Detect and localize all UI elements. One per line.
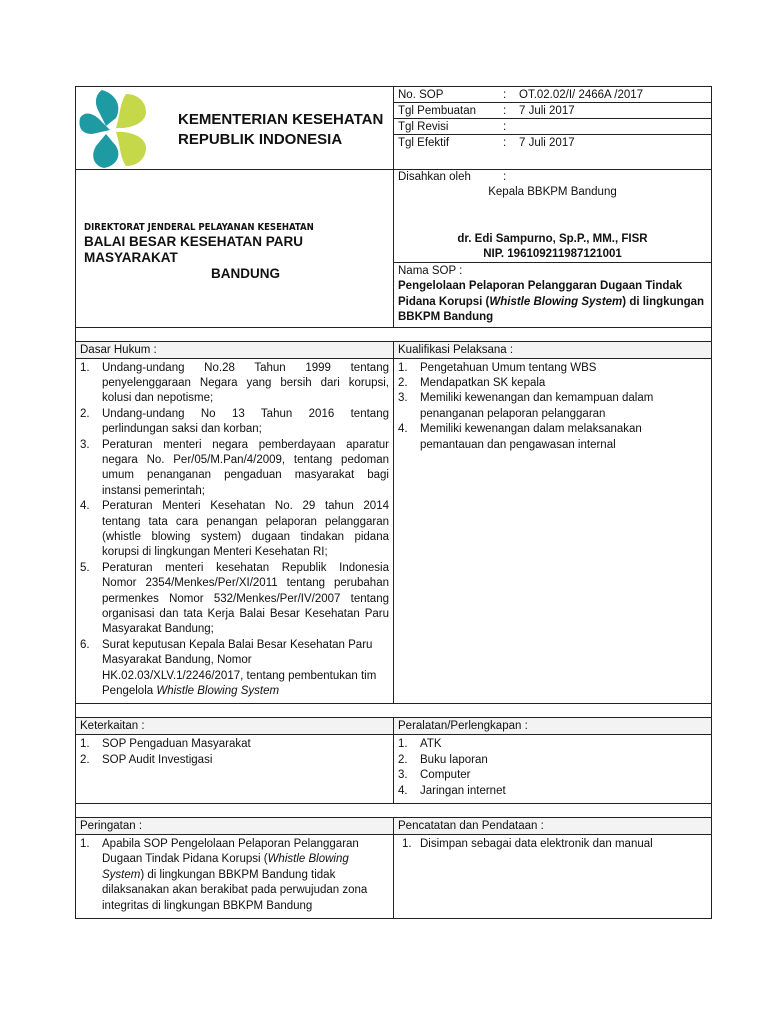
directorate-name: DIREKTORAT JENDERAL PELAYANAN KESEHATAN <box>84 222 314 233</box>
keterkaitan-label: Keterkaitan : <box>76 718 394 735</box>
approver-nip: NIP. 196109211987121001 <box>483 248 622 260</box>
list-item: 1. Apabila SOP Pengelolaan Pelaporan Pelanggaran Dugaan Tindak Pidana Korupsi (Whistle Blowing System) di lingkungan BBKPM Bandung tidak dilaksanakan akan berakibat pada perwujudan zona integritas di lingkungan BBKPM Bandung <box>80 838 368 912</box>
list-item: 3. Peraturan menteri negara pemberdayaan aparatur negara No. Per/05/M.Pan/4/2009, tentang pedoman umum penanganan pengaduan masyarakat bagi instansi pemerintah; <box>80 438 389 497</box>
pencatatan-content <box>394 835 712 919</box>
meta-cell-top <box>394 87 712 170</box>
sop-document <box>75 86 711 919</box>
institution-name-line2: BANDUNG <box>211 266 280 281</box>
list-item: 2. Undang-undang No 13 Tahun 2016 tentang perlindungan saksi dan korban; <box>80 407 389 436</box>
meta-tgl-efektif: Tgl Efektif : 7 Juli 2017 <box>398 137 575 149</box>
peringatan-content <box>76 835 394 919</box>
ministry-cell <box>76 87 394 170</box>
tgl-efektif-value: 7 Juli 2017 <box>519 137 575 149</box>
list-item: 1. Undang-undang No.28 Tahun 1999 tentang penyelenggaraan Negara yang bersih dari korupsi, kolusi dan nepotisme; <box>80 361 389 405</box>
spacer-row <box>76 327 712 341</box>
approver-name: dr. Edi Sampurno, Sp.P., MM., FISR <box>457 233 648 245</box>
spacer-row <box>76 804 712 818</box>
dasar-hukum-content <box>76 358 394 704</box>
list-item: 3. Memiliki kewenangan dan kemampuan dalam penanganan pelaporan pelanggaran <box>398 392 654 420</box>
approval-cell <box>394 170 712 263</box>
keterkaitan-content <box>76 735 394 804</box>
list-item: 2. SOP Audit Investigasi <box>80 753 213 766</box>
list-item: 1. Pengetahuan Umum tentang WBS <box>398 361 597 374</box>
peralatan-label: Peralatan/Perlengkapan : <box>394 718 712 735</box>
list-item: 5. Peraturan menteri kesehatan Republik Indonesia Nomor 2354/Menkes/Per/XI/2011 tentang perubahan permenkes Nomor 532/Menkes/Per/IV/2007 tentang organisasi dan tata Kerja Balai Besar Kesehatan Paru Masyarakat Bandung; <box>80 561 389 636</box>
peralatan-content <box>394 735 712 804</box>
nama-sop-label: Nama SOP : <box>398 265 463 277</box>
ministry-name-line1: KEMENTERIAN KESEHATAN <box>178 111 384 128</box>
dasar-hukum-label: Dasar Hukum : <box>76 341 394 358</box>
approver-title: Kepala BBKPM Bandung <box>488 186 617 198</box>
pencatatan-label: Pencatatan dan Pendataan : <box>394 818 712 835</box>
list-item: 2. Buku laporan <box>398 753 488 766</box>
nama-sop-title: Pengelolaan Pelaporan Pelanggaran Dugaan Tindak Pidana Korupsi (Whistle Blowing System) di lingkungan BBKPM Bandung <box>398 280 705 323</box>
list-item: 3. Computer <box>398 769 471 782</box>
meta-tgl-pembuatan: Tgl Pembuatan : 7 Juli 2017 <box>394 103 711 119</box>
kualifikasi-content <box>394 358 712 704</box>
list-item: 1. SOP Pengaduan Masyarakat <box>80 738 251 751</box>
list-item: 2. Mendapatkan SK kepala <box>398 376 546 389</box>
list-item: 4. Jaringan internet <box>398 784 506 797</box>
list-item: 6. Surat keputusan Kepala Balai Besar Kesehatan Paru Masyarakat Bandung, Nomor HK.02.03/XLV.1/2246/2017, tentang pembentukan tim Pengelola Whistle Blowing System <box>80 638 377 698</box>
logo-green-petal-bottom <box>116 132 146 166</box>
no-sop-value: OT.02.02/I/ 2466A /2017 <box>519 89 644 101</box>
list-item: 1. ATK <box>398 738 442 751</box>
peringatan-label: Peringatan : <box>76 818 394 835</box>
institution-cell <box>76 170 394 328</box>
list-item: 1. Disimpan sebagai data elektronik dan manual <box>402 838 653 851</box>
kualifikasi-label: Kualifikasi Pelaksana : <box>394 341 712 358</box>
list-item: 4. Peraturan Menteri Kesehatan No. 29 tahun 2014 tentang tata cara penangan pelaporan pelanggaran (whistle blowing system) dugaan tindakan pidana korupsi di lingkungan Menteri Kesehatan RI; <box>80 500 389 559</box>
sop-table <box>75 86 712 919</box>
nama-sop-cell <box>394 263 712 328</box>
meta-no-sop: No. SOP : OT.02.02/I/ 2466A /2017 <box>394 87 711 103</box>
list-item: 4. Memiliki kewenangan dalam melaksanakan pemantauan dan pengawasan internal <box>398 423 642 451</box>
meta-tgl-revisi: Tgl Revisi : <box>394 119 711 135</box>
logo-teal-petal-bottom <box>93 134 118 168</box>
institution-name-line1: BALAI BESAR KESEHATAN PARU MASYARAKAT <box>84 234 304 265</box>
tgl-pembuatan-value: 7 Juli 2017 <box>519 105 575 117</box>
ministry-name-line2: REPUBLIK INDONESIA <box>178 131 343 148</box>
ministry-logo <box>76 88 158 170</box>
spacer-row <box>76 704 712 718</box>
meta-disahkan: Disahkan oleh : <box>398 171 507 183</box>
logo-green-petal-top <box>116 94 146 128</box>
